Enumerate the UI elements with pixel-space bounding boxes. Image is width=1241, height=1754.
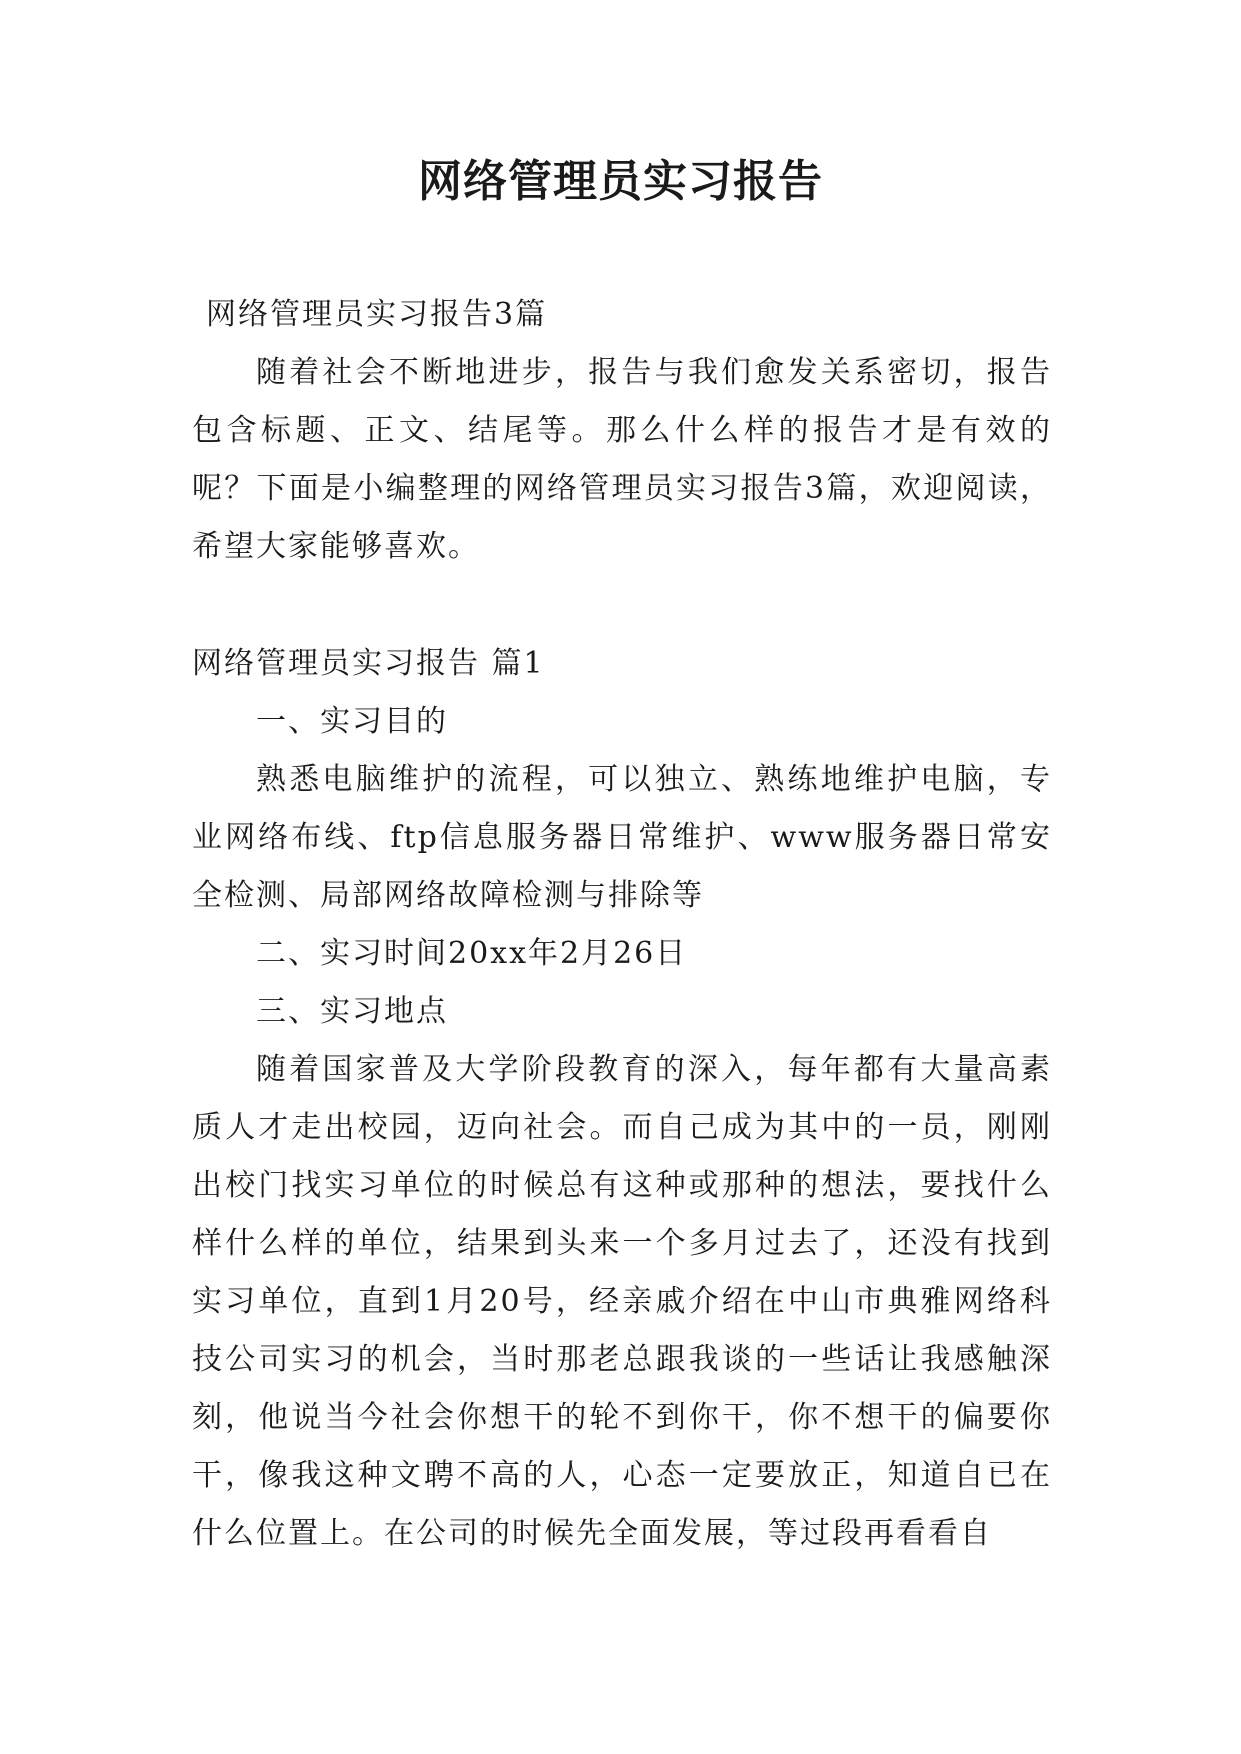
intro-paragraph: 随着社会不断地进步，报告与我们愈发关系密切，报告包含标题、正文、结尾等。那么什么样的报告才是有效的呢？下面是小编整理的网络管理员实习报告3篇，欢迎阅读，希望大家能够喜欢。 <box>192 355 1052 564</box>
document-subtitle: 网络管理员实习报告3篇 <box>206 297 548 332</box>
section-title: 网络管理员实习报告 篇1 <box>192 646 545 681</box>
heading-internship-purpose: 一、实习目的 <box>256 704 448 739</box>
document-title: 网络管理员实习报告 <box>418 156 823 207</box>
paragraph-internship-location: 随着国家普及大学阶段教育的深入，每年都有大量高素质人才走出校园，迈向社会。而自己成为其中的一员，刚刚出校门找实习单位的时候总有这种或那种的想法，要找什么样什么样的单位，结果到头来一个多月过去了，还没有找到实习单位，直到1月20号，经亲戚介绍在中山市典雅网络科技公司实习的机会，当时那老总跟我谈的一些话让我感触深刻，他说当今社会你想干的轮不到你干，你不想干的偏要你干，像我这种文聘不高的人，心态一定要放正，知道自已在什么位置上。在公司的时候先全面发展，等过段再看看自 <box>192 1052 1052 1551</box>
heading-internship-time: 二、实习时间20xx年2月26日 <box>256 936 688 971</box>
heading-internship-location: 三、实习地点 <box>256 994 448 1029</box>
paragraph-internship-purpose: 熟悉电脑维护的流程，可以独立、熟练地维护电脑，专业网络布线、ftp信息服务器日常维护、www服务器日常安全检测、局部网络故障检测与排除等 <box>192 762 1052 913</box>
